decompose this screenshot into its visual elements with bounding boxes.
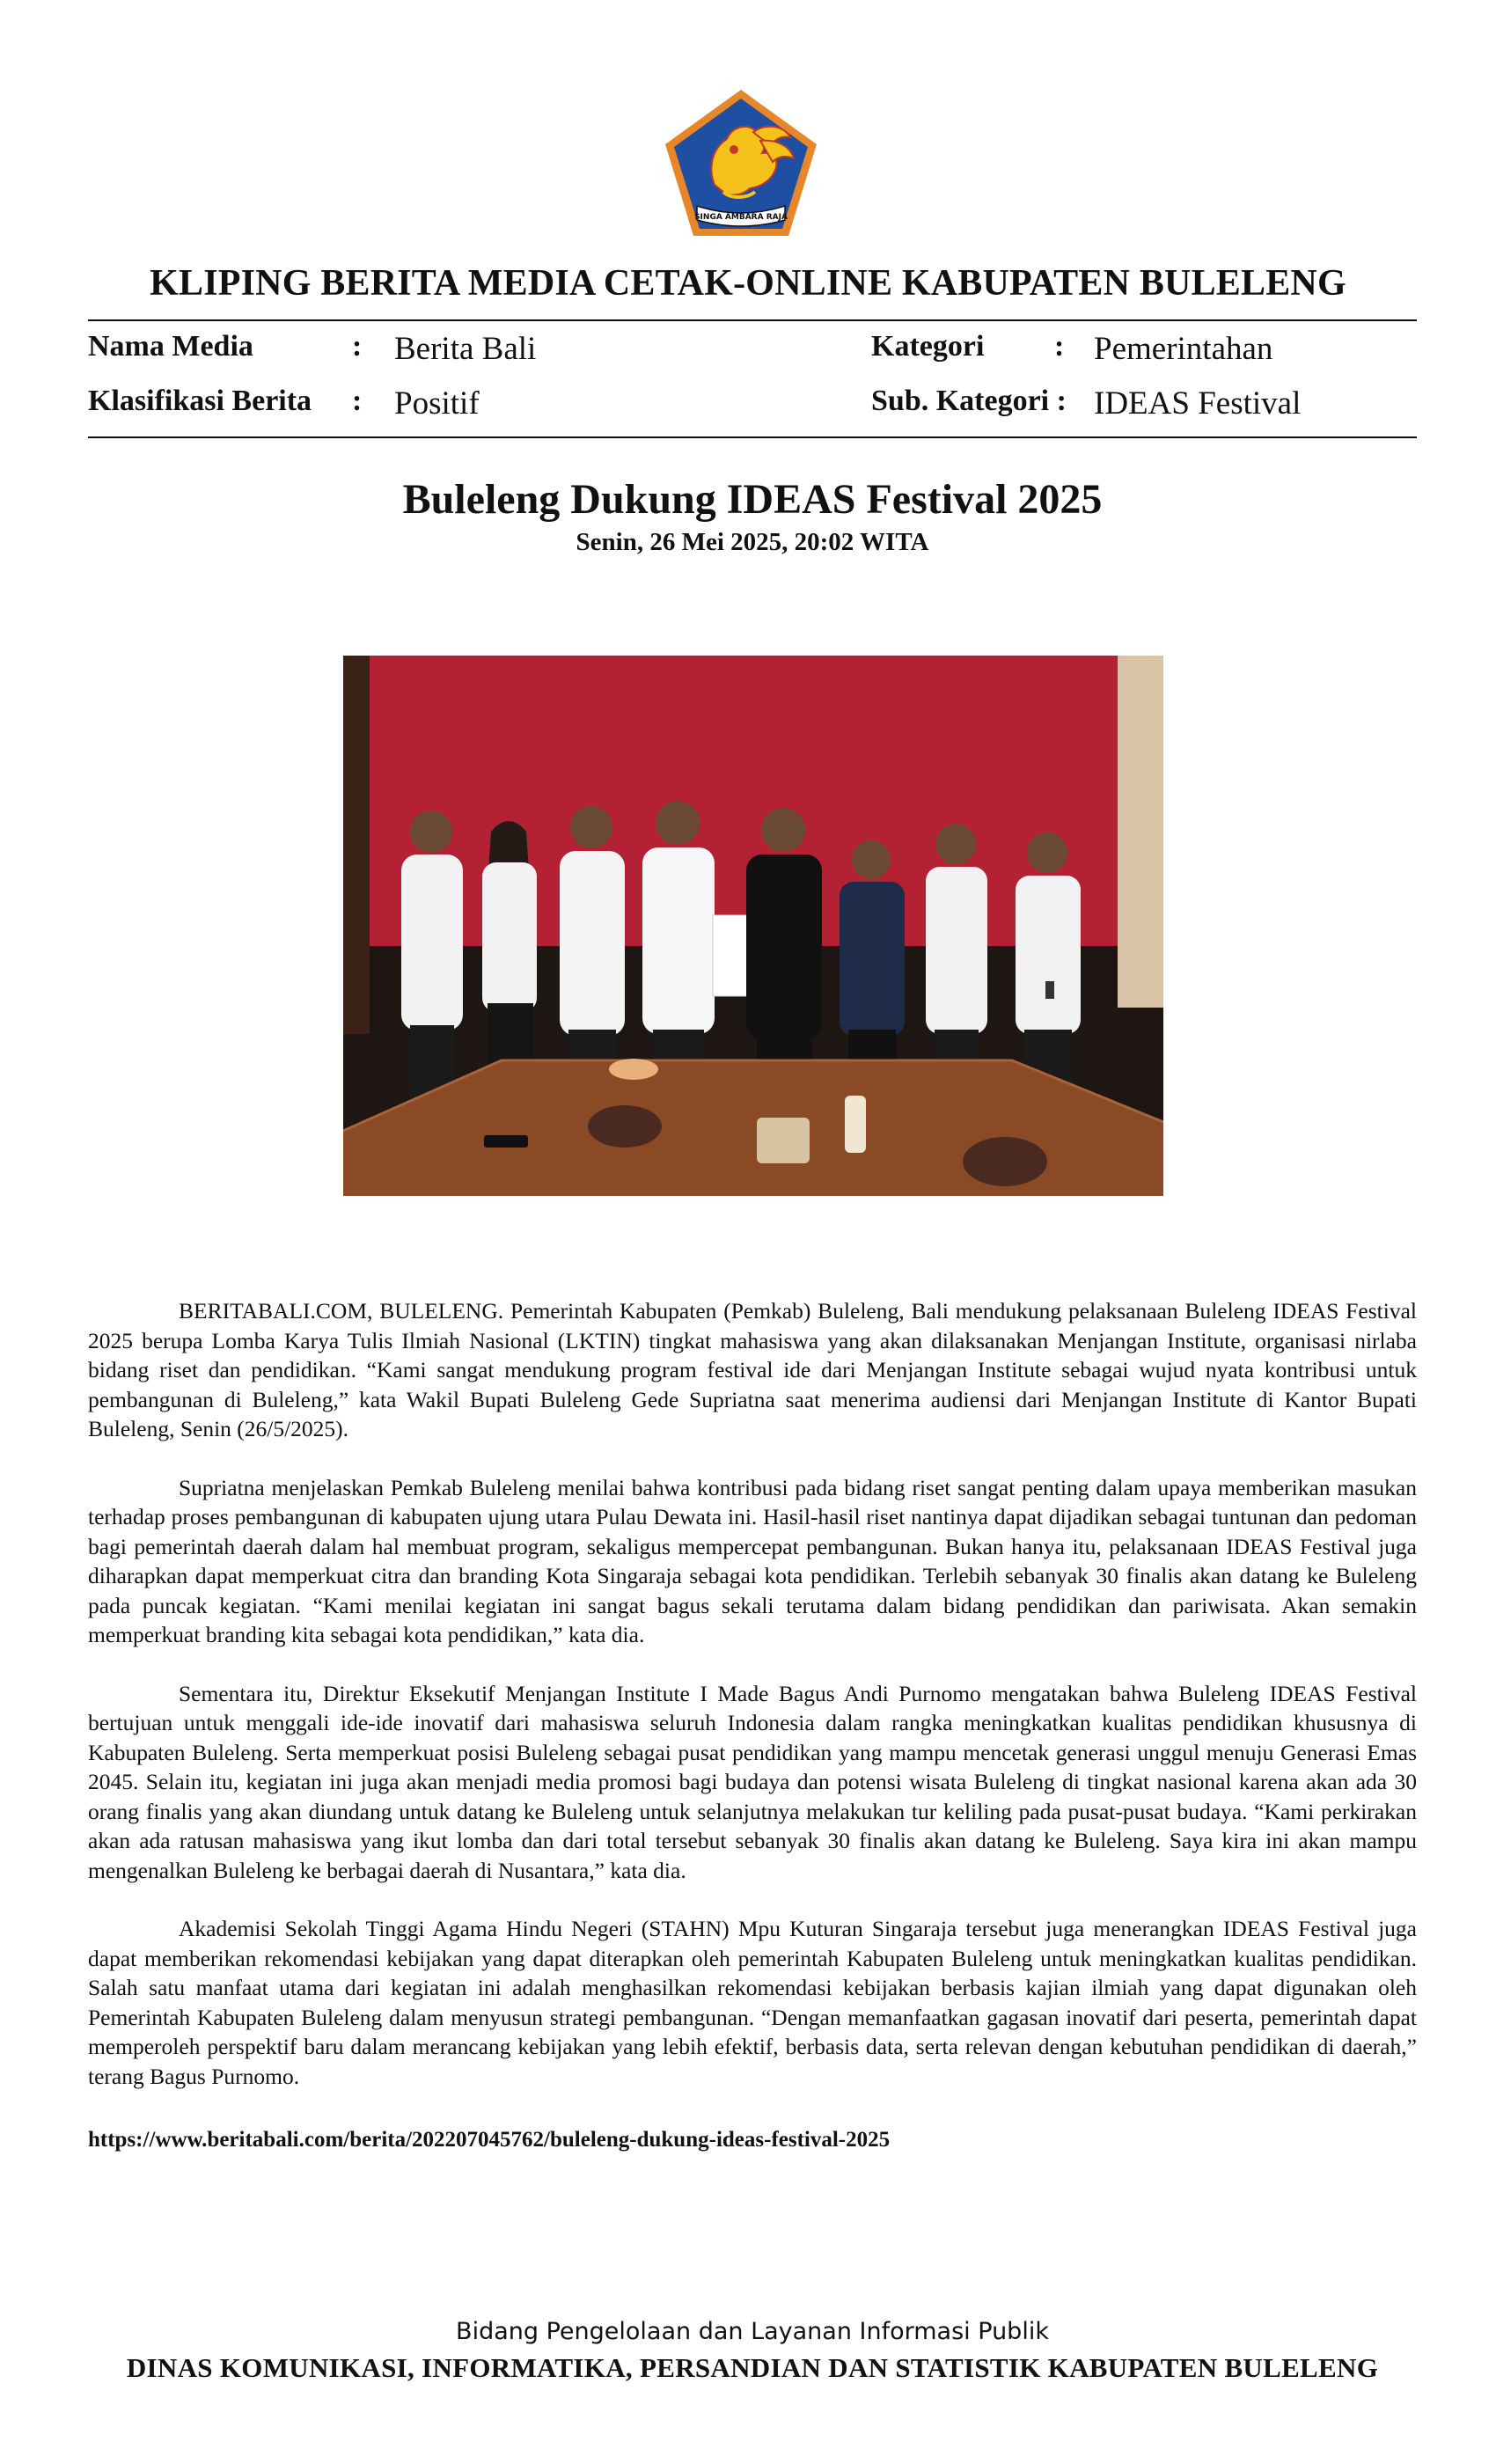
article-photo: [343, 656, 1163, 1196]
article-paragraph: BERITABALI.COM, BULELENG. Pemerintah Kabupaten (Pemkab) Buleleng, Bali mendukung pelaksanaan Buleleng IDEAS Festival 2025 berupa Lomba Karya Tulis Ilmiah Nasional (LKTIN) tingkat mahasiswa yang akan dilaksanakan Menjangan Institute, organisasi nirlaba bidang riset dan pendidikan. “Kami sangat mendukung program festival ide dari Menjangan Institute sebagai wujud nyata kontribusi untuk pembangunan di Buleleng,” kata Wakil Bupati Buleleng Gede Supriatna saat menerima audiensi dari Menjangan Institute di Kantor Bupati Buleleng, Senin (26/5/2025).: [88, 1298, 1417, 1441]
nama-media-label: Nama Media: [88, 330, 253, 363]
metadata-block: [88, 330, 1417, 427]
footer-department: Bidang Pengelolaan dan Layanan Informasi Publik: [456, 2318, 1049, 2345]
snack-bowl-right: [963, 1137, 1047, 1186]
header-divider-top: [88, 319, 1417, 321]
sub-kategori-value: IDEAS Festival: [1094, 385, 1302, 422]
kategori-value: Pemerintahan: [1094, 331, 1273, 367]
header-divider-bottom: [88, 436, 1417, 438]
buleleng-emblem-logo: [662, 88, 820, 238]
phone: [484, 1135, 528, 1148]
kliping-header-title: KLIPING BERITA MEDIA CETAK-ONLINE KABUPATEN BULELENG: [150, 263, 1346, 304]
article-paragraph: Akademisi Sekolah Tinggi Agama Hindu Negeri (STAHN) Mpu Kuturan Singaraja tersebut juga menerangkan IDEAS Festival juga dapat memberikan rekomendasi kebijakan yang dapat diterapkan oleh pemerintah Kabupaten Buleleng untuk meningkatkan kualitas pendidikan. Salah satu manfaat utama dari kegiatan ini adalah menghasilkan rekomendasi kebijakan berbasis kajian ilmiah yang dapat digunakan oleh Pemerintah Kabupaten Buleleng dalam menyusun strategi pembangunan. “Dengan memanfaatkan gagasan inovatif dari peserta, pemerintah dapat memperoleh perspektif baru dalam merancang kebijakan yang lebih efektif, berbasis data, serta relevan dengan kebutuhan pendidikan di daerah,” terang Bagus Purnomo.: [88, 1916, 1417, 2089]
source-url-link[interactable]: https://www.beritabali.com/berita/202207045762/buleleng-dukung-ideas-festival-2025: [88, 2128, 891, 2152]
klasifikasi-berita-colon: :: [352, 385, 363, 417]
klasifikasi-berita-label: Klasifikasi Berita: [88, 385, 312, 417]
klasifikasi-berita-value: Positif: [394, 385, 480, 422]
kategori-colon: :: [1054, 330, 1065, 363]
nama-media-colon: :: [352, 330, 363, 363]
nama-media-value: Berita Bali: [394, 331, 537, 367]
snack-bowl-left: [588, 1105, 662, 1148]
article-title: Buleleng Dukung IDEAS Festival 2025: [402, 476, 1103, 523]
fruit-plate: [609, 1059, 658, 1080]
sub-kategori-label: Sub. Kategori :: [871, 385, 1067, 417]
jar: [757, 1118, 810, 1163]
article-date: Senin, 26 Mei 2025, 20:02 WITA: [576, 528, 929, 556]
footer-agency: DINAS KOMUNIKASI, INFORMATIKA, PERSANDIAN DAN STATISTIK KABUPATEN BULELENG: [126, 2352, 1379, 2383]
bottle: [845, 1096, 866, 1153]
article-paragraph: Supriatna menjelaskan Pemkab Buleleng menilai bahwa kontribusi pada bidang riset sangat penting dalam upaya memberikan masukan terhadap proses pembangunan di kabupaten ujung utara Pulau Dewata ini. Hasil-hasil riset nantinya dapat dijadikan sebagai tuntunan dan pedoman bagi pemerintah daerah dalam hal membuat program, sekaligus mempercepat pembangunan. Bukan hanya itu, pelaksanaan IDEAS Festival juga diharapkan dapat memperkuat citra dan branding Kota Singaraja sebagai kota pendidikan. Terlebih sebanyak 30 finalis akan datang ke Buleleng pada puncak kegiatan. “Kami menilai kegiatan ini sangat bagus sekali terutama dalam bidang pendidikan dan pariwisata. Akan semakin memperkuat branding kita sebagai kota pendidikan,” kata dia.: [88, 1474, 1417, 1647]
kategori-label: Kategori: [871, 330, 985, 363]
article-body: [88, 1296, 1417, 2120]
logo-ribbon-text: SINGA AMBARA RAJA: [694, 213, 788, 222]
meeting-table: [343, 1060, 1163, 1196]
article-paragraph: Sementara itu, Direktur Eksekutif Menjangan Institute I Made Bagus Andi Purnomo mengatakan bahwa Buleleng IDEAS Festival bertujuan untuk menggali ide-ide inovatif dari mahasiswa seluruh Indonesia dalam rangka meningkatkan kualitas pendidikan khususnya di Kabupaten Buleleng. Serta memperkuat posisi Buleleng sebagai pusat pendidikan yang mampu mencetak generasi unggul menuju Generasi Emas 2045. Selain itu, kegiatan ini juga akan menjadi media promosi bagi budaya dan potensi wisata Buleleng di tingkat nasional karena akan ada 30 orang finalis yang akan diundang untuk datang ke Buleleng untuk selanjutnya melakukan tur keliling pada pusat-pusat budaya. “Kami perkirakan akan ada ratusan mahasiswa yang ikut lomba dan dari total tersebut sebanyak 30 finalis akan datang ke Buleleng. Saya kira ini akan mampu mengenalkan Buleleng ke berbagai daerah di Nusantara,” kata dia.: [88, 1680, 1417, 1883]
